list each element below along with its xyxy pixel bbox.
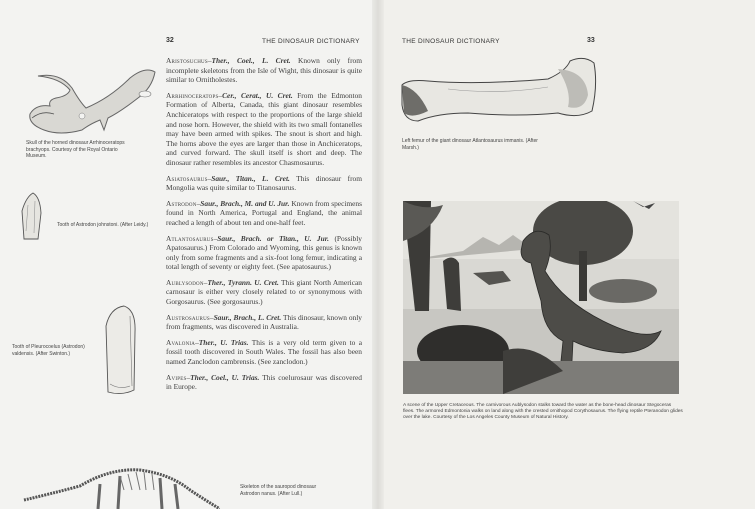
book-gutter — [372, 0, 384, 509]
caption-skeleton: Skeleton of the sauropod dinosaur Astrodon nanus. (After Lull.) — [240, 484, 317, 497]
entry-astrodon: Astrodon–Saur., Brach., M. and U. Jur. Known from specimens found in North America, Portugal and England, the animal reached a length of about ten and one-half feet. — [166, 198, 362, 227]
skeleton-illustration — [20, 460, 220, 509]
entry-austrosaurus: Austrosaurus–Saur., Brach., L. Cret. This dinosaur, known only from fragments, was discovered in Australia. — [166, 312, 362, 332]
caption-femur: Left femur of the giant dinosaur Atlantosaurus immanis. (After Marsh.) — [402, 138, 538, 151]
cretaceous-scene-illustration — [403, 201, 679, 394]
caption-tooth-astrodon: Tooth of Astrodon johnstoni. (After Leidy.) — [57, 222, 149, 228]
entry-asiatosaurus: Asiatosaurus–Saur., Titan., L. Cret. This dinosaur from Mongolia was quite similar to Titanosaurus. — [166, 173, 362, 193]
tooth-astrodon-illustration — [16, 191, 46, 241]
entry-avalonia: Avalonia–Ther., U. Trias. This is a very old term given to a fossil tooth discovered in South Wales. The fossil has also been named Zanclodon cambrensis. (See zanclodon.) — [166, 337, 363, 367]
femur-illustration — [398, 55, 598, 130]
caption-tooth-pleurocoelus: Tooth of Pleurocoelus (Astrodon) valdensis. (After Swinton.) — [12, 344, 85, 357]
entry-arrhinoceratops: Arrhinoceratops–Cer., Cerat., U. Cret. From the Edmonton Formation of Alberta, Canada, this giant dinosaur resembles Anchiceratops with respect to the proportions of the large shield and nose horn. However, the shield with its two small fontanelles may have been armed with spikes. The snout is short and high. The horns above the eyes are larger than those in Anchiceratops, and curved forward. The skull itself is short and deep. The dinosaur rather resembles its ancestor Chasmosaurus. — [166, 90, 362, 167]
caption-skull: Skull of the horned dinosaur Arrhinoceratops brachyops. Courtesy of the Royal Ontario Museum. — [26, 140, 125, 160]
entry-aristosuchus: Aristosuchus–Ther., Coel., L. Cret. Known only from incomplete skeletons from the Isle of Wight, this dinosaur is quite similar to Ornitholestes. — [166, 56, 362, 85]
entry-aublysodon: Aublysodon–Ther., Tyrann. U. Cret. This giant North American carnosaur is either very closely related to or synonymous with Gorgosaurus. (See gorgosaurus.) — [166, 277, 362, 307]
skull-illustration — [20, 58, 160, 138]
tooth-pleurocoelus-illustration — [100, 302, 140, 397]
page-number-right: 33 — [587, 37, 595, 44]
running-head-right: THE DINOSAUR DICTIONARY — [402, 38, 500, 45]
entry-atlantosaurus: Atlantosaurus–Saur., Brach. or Titan., U. Jur. (Possibly Apatosaurus.) From Colorado and Wyoming, this genus is known only from some fragments and a six-foot long femur, indicating a total length of seventy or eighty feet. (See apatosaurus.) — [166, 233, 362, 272]
entry-avipes: Avipes–Ther., Coel., U. Trias. This coelurosaur was discovered in Europe. — [166, 372, 362, 392]
running-head-left: THE DINOSAUR DICTIONARY — [262, 38, 360, 45]
right-page — [378, 0, 755, 509]
dictionary-entries — [166, 56, 362, 398]
caption-scene: A scene of the Upper Cretaceous. The carnivorous Aublysodon stalks toward the water as the bone-head dinosaur Stegoceras flees. The armored Edmontonia walks on land along with the crested ornithopod Corythosaurus. The flying reptile Pteranodon glides over the lake. Courtesy of the Los Angeles County Museum of Natural History. — [403, 403, 683, 421]
page-number-left: 32 — [166, 37, 174, 44]
